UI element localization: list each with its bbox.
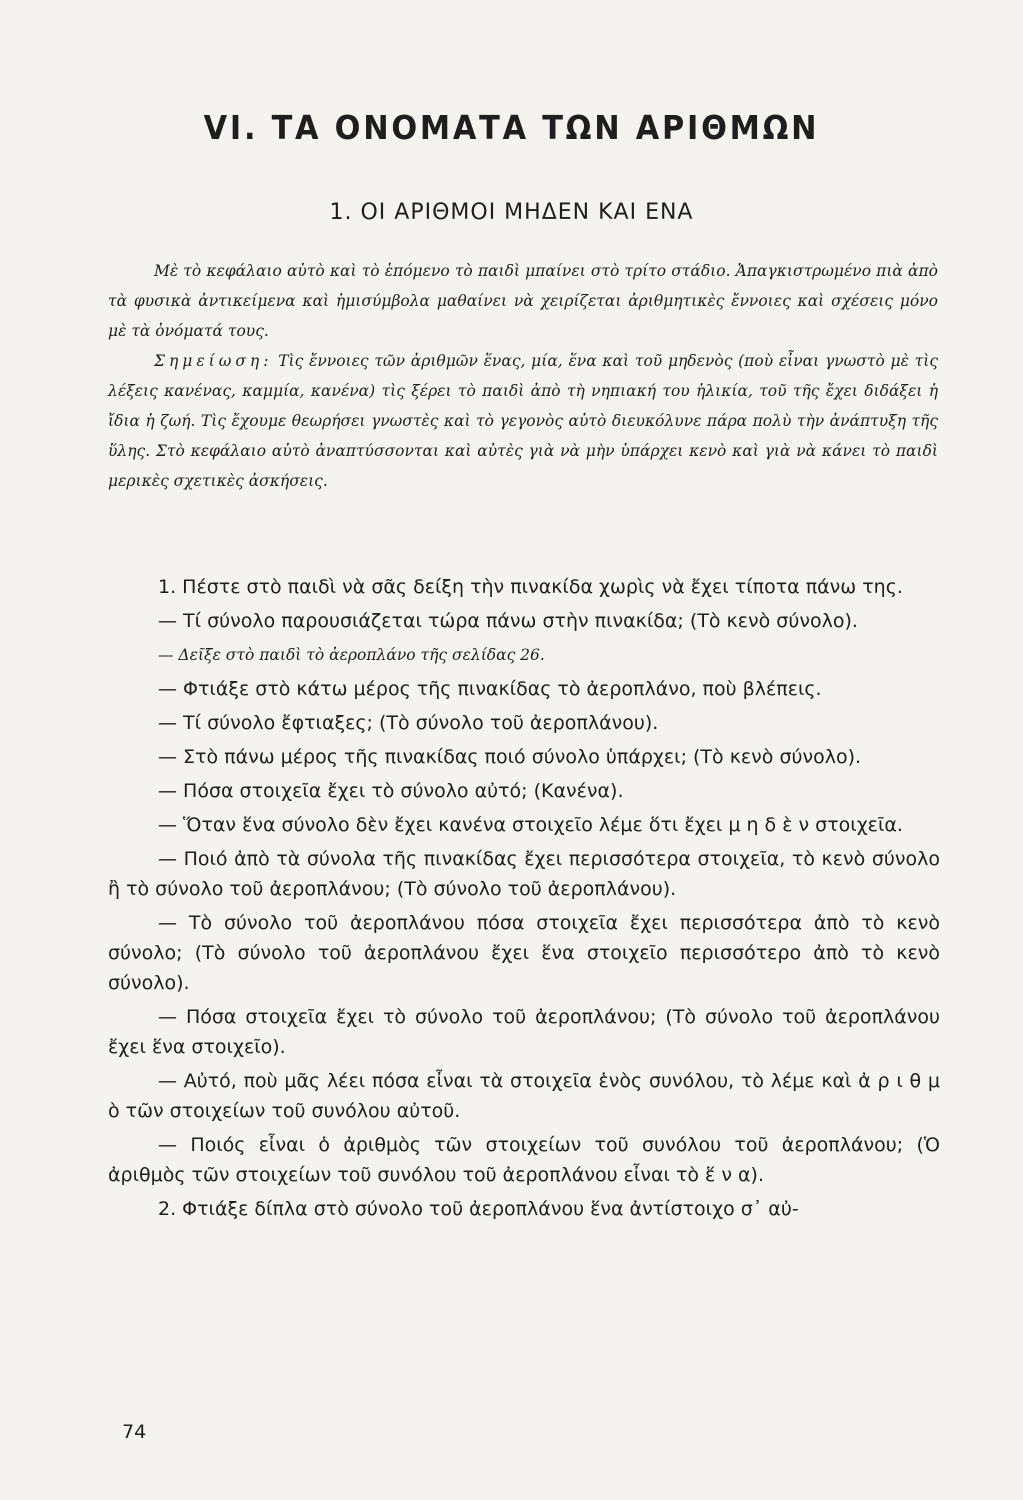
exercise-paragraph: — Τί σύνολο ἔφτιαξες; (Τὸ σύνολο τοῦ ἀεροπλάνου). bbox=[158, 712, 659, 734]
exercise-paragraph: — Πόσα στοιχεῖα ἔχει τὸ σύνολο αὐτό; (Κανένα). bbox=[158, 780, 624, 802]
note-paragraph bbox=[108, 346, 938, 496]
exercise-paragraph: — Ὅταν ἕνα σύνολο δὲν ἔχει κανένα στοιχεῖο λέμε ὅτι ἔχει μ η δ ὲ ν στοιχεῖα. bbox=[158, 814, 903, 836]
exercise-paragraph: 2. Φτιάξε δίπλα στὸ σύνολο τοῦ ἀεροπλάνου ἕνα ἀντίστοιχο σ᾽ αὐ- bbox=[158, 1198, 799, 1220]
chapter-title: VI. ΤΑ ΟΝΟΜΑΤΑ ΤΩΝ ΑΡΙΘΜΩΝ bbox=[203, 108, 820, 147]
exercise-paragraph: — Τί σύνολο παρουσιάζεται τώρα πάνω στὴν πινακίδα; (Τὸ κενὸ σύνολο). bbox=[158, 610, 858, 632]
exercise-paragraph: 1. Πέστε στὸ παιδὶ νὰ σᾶς δείξη τὴν πινακίδα χωρὶς νὰ ἔχει τίποτα πάνω της. bbox=[158, 576, 903, 598]
intro-paragraph: Μὲ τὸ κεφάλαιο αὐτὸ καὶ τὸ ἑπόμενο τὸ παιδὶ μπαίνει στὸ τρίτο στάδιο. Ἀπαγκιστρωμένο πιὰ ἀπὸ τὰ φυσικὰ ἀντικείμενα καὶ ἡμισύμβολα μαθαίνει νὰ χειρίζεται ἀριθμητικὲς ἔννοιες καὶ σχέσεις μόνο μὲ τὰ ὀνόματά τους. bbox=[108, 262, 938, 340]
exercise-block bbox=[108, 572, 940, 1228]
exercise-paragraph: — Πόσα στοιχεῖα ἔχει τὸ σύνολο τοῦ ἀεροπλάνου; (Τὸ σύνολο τοῦ ἀεροπλάνου ἔχει ἕνα στοιχεῖο). bbox=[108, 1006, 940, 1058]
intro-block bbox=[108, 256, 938, 496]
exercise-paragraph: — Ποιός εἶναι ὁ ἀριθμὸς τῶν στοιχείων τοῦ συνόλου τοῦ ἀεροπλάνου; (Ὁ ἀριθμὸς τῶν στοιχείων τοῦ συνόλου τοῦ ἀεροπλάνου εἶναι τὸ ἕ ν α). bbox=[108, 1134, 940, 1186]
section-title: 1. ΟΙ ΑΡΙΘΜΟΙ ΜΗΔΕΝ ΚΑΙ ΕΝΑ bbox=[329, 200, 694, 225]
exercise-paragraph: — Ποιό ἀπὸ τὰ σύνολα τῆς πινακίδας ἔχει περισσότερα στοιχεῖα, τὸ κενὸ σύνολο ἢ τὸ σύνολο τοῦ ἀεροπλάνου; (Τὸ σύνολο τοῦ ἀεροπλάνου). bbox=[108, 848, 940, 900]
exercise-paragraph: — Τὸ σύνολο τοῦ ἀεροπλάνου πόσα στοιχεῖα ἔχει περισσότερα ἀπὸ τὸ κενὸ σύνολο; (Τὸ σύνολο τοῦ ἀεροπλάνου ἔχει ἕνα στοιχεῖο περισσότερο ἀπὸ τὸ κενὸ σύνολο). bbox=[108, 912, 940, 994]
exercise-paragraph: — Φτιάξε στὸ κάτω μέρος τῆς πινακίδας τὸ ἀεροπλάνο, ποὺ βλέπεις. bbox=[158, 678, 822, 700]
page-number: 74 bbox=[122, 1421, 147, 1443]
note-label: Σημείωση: bbox=[154, 352, 273, 370]
exercise-paragraph: — Στὸ πάνω μέρος τῆς πινακίδας ποιό σύνολο ὑπάρχει; (Τὸ κενὸ σύνολο). bbox=[158, 746, 862, 768]
exercise-paragraph: — Δεῖξε στὸ παιδὶ τὸ ἀεροπλάνο τῆς σελίδας 26. bbox=[158, 646, 545, 664]
exercise-paragraph: — Αὐτό, ποὺ μᾶς λέει πόσα εἶναι τὰ στοιχεῖα ἑνὸς συνόλου, τὸ λέμε καὶ ἀ ρ ι θ μ ὸ τῶν στοιχείων τοῦ συνόλου αὐτοῦ. bbox=[108, 1070, 940, 1122]
note-text: Τὶς ἔννοιες τῶν ἀριθμῶν ἕνας, μία, ἕνα καὶ τοῦ μηδενὸς (ποὺ εἶναι γνωστὸ μὲ τὶς λέξεις κανένας, καμμία, κανένα) τὶς ξέρει τὸ παιδὶ ἀπὸ τὴ νηπιακή του ἡλικία, τοῦ τῆς ἔχει διδάξει ἡ ἴδια ἡ ζωή. Τὶς ἔχουμε θεωρήσει γνωστὲς καὶ τὸ γεγονὸς αὐτὸ διευκόλυνε πάρα πολὺ τὴν ἀνάπτυξη τῆς ὕλης. Στὸ κεφάλαιο αὐτὸ ἀναπτύσσονται καὶ αὐτὲς γιὰ νὰ μὴν ὑπάρχει κενὸ καὶ γιὰ νὰ κάνει τὸ παιδὶ μερικὲς σχετικὲς ἀσκήσεις. bbox=[108, 352, 938, 490]
